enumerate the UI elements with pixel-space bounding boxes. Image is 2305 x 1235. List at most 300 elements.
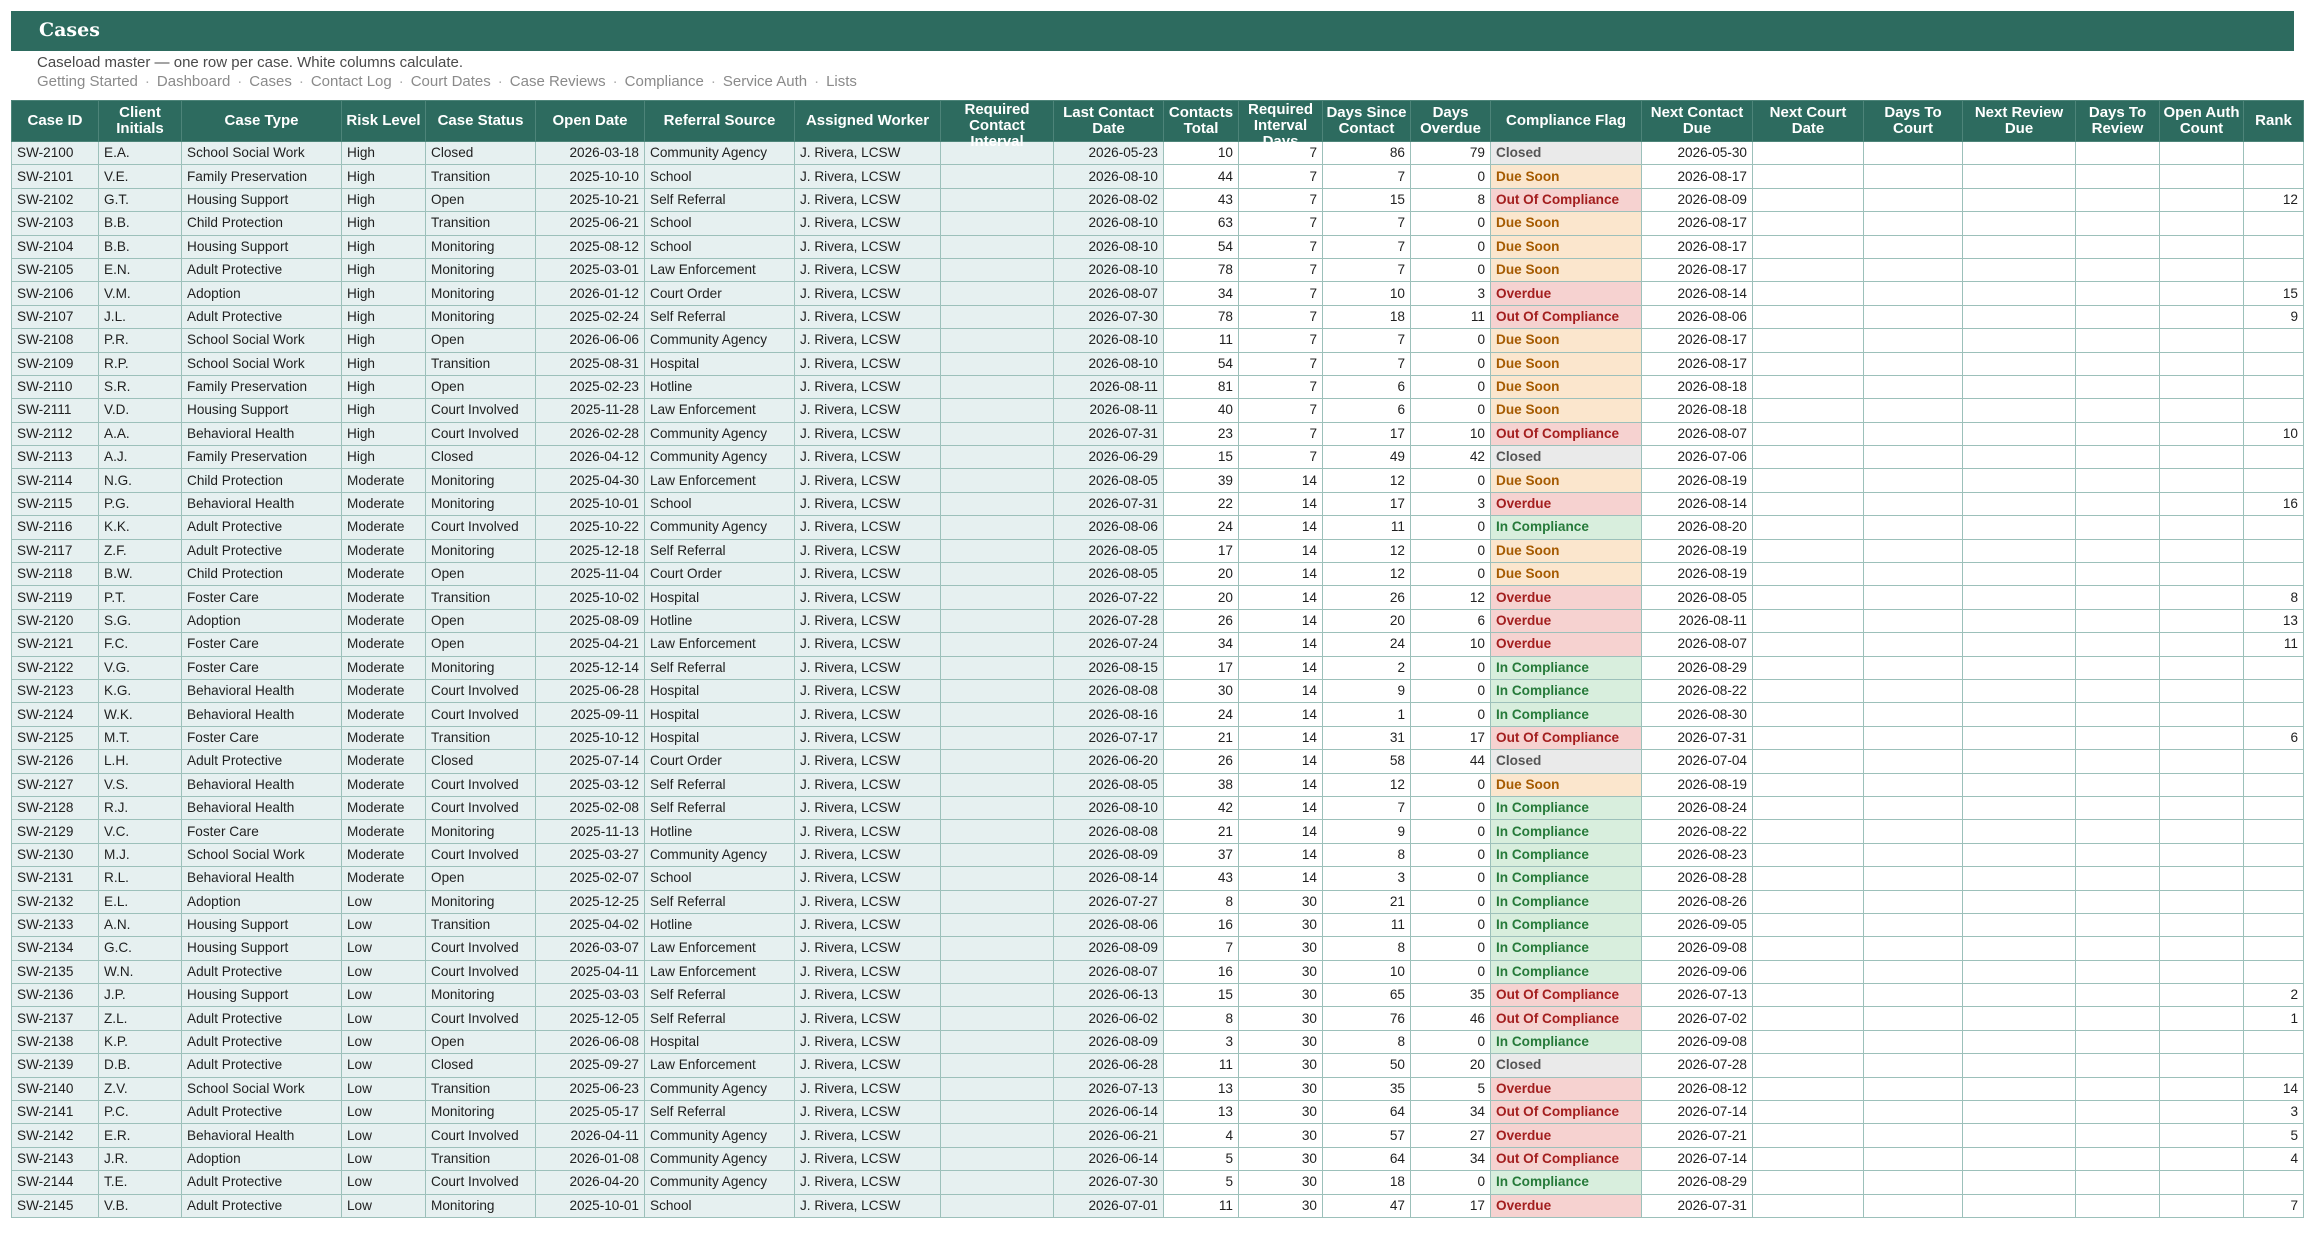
cell-days-since-contact[interactable]: 12 <box>1323 563 1411 586</box>
cell-case-status[interactable]: Monitoring <box>426 469 536 492</box>
cell-open-auth-count[interactable] <box>2160 399 2244 422</box>
cell-required-contact-interval[interactable] <box>941 212 1054 235</box>
cell-next-court-date[interactable] <box>1753 142 1864 165</box>
cell-days-overdue[interactable]: 0 <box>1411 820 1491 843</box>
cell-assigned-worker[interactable]: J. Rivera, LCSW <box>795 679 941 702</box>
cell-next-review-due[interactable] <box>1963 984 2076 1007</box>
cell-days-to-court[interactable] <box>1864 726 1963 749</box>
cell-open-date[interactable]: 2025-04-11 <box>536 960 645 983</box>
cell-case-status[interactable]: Monitoring <box>426 492 536 515</box>
cell-referral-source[interactable]: School <box>645 492 795 515</box>
cell-next-contact-due[interactable]: 2026-08-28 <box>1642 867 1753 890</box>
cell-rank[interactable] <box>2244 516 2304 539</box>
cell-required-contact-interval[interactable] <box>941 258 1054 281</box>
cell-last-contact-date[interactable]: 2026-07-31 <box>1054 422 1164 445</box>
column-header-client-initials[interactable] <box>99 101 182 142</box>
cell-assigned-worker[interactable]: J. Rivera, LCSW <box>795 165 941 188</box>
cell-compliance-flag[interactable]: Overdue <box>1491 633 1642 656</box>
cell-case-status[interactable]: Court Involved <box>426 1007 536 1030</box>
cell-rank[interactable] <box>2244 212 2304 235</box>
cell-contacts-total[interactable]: 7 <box>1164 937 1239 960</box>
cell-next-court-date[interactable] <box>1753 1054 1864 1077</box>
cell-referral-source[interactable]: Self Referral <box>645 773 795 796</box>
cell-open-auth-count[interactable] <box>2160 609 2244 632</box>
cell-case-id[interactable]: SW-2145 <box>12 1194 99 1217</box>
cell-case-status[interactable]: Transition <box>426 1077 536 1100</box>
cell-next-court-date[interactable] <box>1753 1147 1864 1170</box>
cell-required-interval-days[interactable]: 7 <box>1239 329 1323 352</box>
cell-assigned-worker[interactable]: J. Rivera, LCSW <box>795 703 941 726</box>
cell-risk-level[interactable]: Moderate <box>342 539 426 562</box>
cell-next-review-due[interactable] <box>1963 399 2076 422</box>
cell-required-contact-interval[interactable] <box>941 586 1054 609</box>
nav-link-cases[interactable]: Cases <box>249 73 292 90</box>
cell-days-overdue[interactable]: 0 <box>1411 913 1491 936</box>
cell-required-contact-interval[interactable] <box>941 656 1054 679</box>
cell-days-to-court[interactable] <box>1864 960 1963 983</box>
cell-days-since-contact[interactable]: 9 <box>1323 820 1411 843</box>
cell-required-contact-interval[interactable] <box>941 1194 1054 1217</box>
cell-next-contact-due[interactable]: 2026-08-12 <box>1642 1077 1753 1100</box>
cell-last-contact-date[interactable]: 2026-08-09 <box>1054 843 1164 866</box>
cell-next-court-date[interactable] <box>1753 913 1864 936</box>
cell-compliance-flag[interactable]: Overdue <box>1491 1194 1642 1217</box>
cell-case-id[interactable]: SW-2129 <box>12 820 99 843</box>
cell-compliance-flag[interactable]: Due Soon <box>1491 375 1642 398</box>
cell-required-interval-days[interactable]: 14 <box>1239 750 1323 773</box>
cell-next-court-date[interactable] <box>1753 352 1864 375</box>
cell-client-initials[interactable]: R.L. <box>99 867 182 890</box>
cell-next-contact-due[interactable]: 2026-08-24 <box>1642 796 1753 819</box>
cell-case-id[interactable]: SW-2138 <box>12 1030 99 1053</box>
cell-compliance-flag[interactable]: Overdue <box>1491 1077 1642 1100</box>
cell-days-overdue[interactable]: 35 <box>1411 984 1491 1007</box>
cell-assigned-worker[interactable]: J. Rivera, LCSW <box>795 773 941 796</box>
cell-next-review-due[interactable] <box>1963 609 2076 632</box>
cell-contacts-total[interactable]: 15 <box>1164 984 1239 1007</box>
cell-contacts-total[interactable]: 78 <box>1164 305 1239 328</box>
cell-case-status[interactable]: Open <box>426 375 536 398</box>
cell-risk-level[interactable]: Moderate <box>342 750 426 773</box>
cell-risk-level[interactable]: Moderate <box>342 516 426 539</box>
cell-days-to-court[interactable] <box>1864 539 1963 562</box>
cell-compliance-flag[interactable]: Out Of Compliance <box>1491 984 1642 1007</box>
cell-required-contact-interval[interactable] <box>941 235 1054 258</box>
cell-days-overdue[interactable]: 0 <box>1411 890 1491 913</box>
cell-days-since-contact[interactable]: 18 <box>1323 1171 1411 1194</box>
cell-client-initials[interactable]: A.A. <box>99 422 182 445</box>
cell-next-contact-due[interactable]: 2026-08-09 <box>1642 188 1753 211</box>
cell-assigned-worker[interactable]: J. Rivera, LCSW <box>795 890 941 913</box>
nav-link-contact-log[interactable]: Contact Log <box>310 73 392 90</box>
cell-client-initials[interactable]: R.P. <box>99 352 182 375</box>
cell-days-to-review[interactable] <box>2076 586 2160 609</box>
cell-next-contact-due[interactable]: 2026-08-17 <box>1642 352 1753 375</box>
cell-days-overdue[interactable]: 10 <box>1411 633 1491 656</box>
cell-days-overdue[interactable]: 3 <box>1411 282 1491 305</box>
cell-client-initials[interactable]: E.N. <box>99 258 182 281</box>
cell-client-initials[interactable]: L.H. <box>99 750 182 773</box>
cell-referral-source[interactable]: Hospital <box>645 679 795 702</box>
cell-last-contact-date[interactable]: 2026-07-30 <box>1054 1171 1164 1194</box>
cell-required-interval-days[interactable]: 30 <box>1239 1007 1323 1030</box>
cell-case-status[interactable]: Monitoring <box>426 820 536 843</box>
cell-case-id[interactable]: SW-2102 <box>12 188 99 211</box>
cell-next-review-due[interactable] <box>1963 539 2076 562</box>
cell-open-date[interactable]: 2026-03-18 <box>536 142 645 165</box>
cell-next-review-due[interactable] <box>1963 1054 2076 1077</box>
cell-case-status[interactable]: Transition <box>426 352 536 375</box>
cell-client-initials[interactable]: V.B. <box>99 1194 182 1217</box>
cell-rank[interactable] <box>2244 469 2304 492</box>
cell-days-overdue[interactable]: 8 <box>1411 188 1491 211</box>
cell-client-initials[interactable]: S.G. <box>99 609 182 632</box>
cell-next-review-due[interactable] <box>1963 867 2076 890</box>
cell-rank[interactable]: 7 <box>2244 1194 2304 1217</box>
cell-days-to-court[interactable] <box>1864 679 1963 702</box>
cell-required-interval-days[interactable]: 7 <box>1239 446 1323 469</box>
cell-days-to-review[interactable] <box>2076 796 2160 819</box>
cell-case-id[interactable]: SW-2135 <box>12 960 99 983</box>
cell-days-overdue[interactable]: 34 <box>1411 1101 1491 1124</box>
cell-days-overdue[interactable]: 0 <box>1411 773 1491 796</box>
cell-risk-level[interactable]: High <box>342 305 426 328</box>
cell-case-id[interactable]: SW-2123 <box>12 679 99 702</box>
cell-next-court-date[interactable] <box>1753 188 1864 211</box>
cell-rank[interactable] <box>2244 258 2304 281</box>
cell-contacts-total[interactable]: 17 <box>1164 656 1239 679</box>
cell-next-court-date[interactable] <box>1753 399 1864 422</box>
cell-referral-source[interactable]: Self Referral <box>645 890 795 913</box>
cell-required-interval-days[interactable]: 14 <box>1239 586 1323 609</box>
cell-risk-level[interactable]: Low <box>342 1007 426 1030</box>
cell-client-initials[interactable]: N.G. <box>99 469 182 492</box>
cell-contacts-total[interactable]: 38 <box>1164 773 1239 796</box>
cell-days-since-contact[interactable]: 76 <box>1323 1007 1411 1030</box>
cell-assigned-worker[interactable]: J. Rivera, LCSW <box>795 469 941 492</box>
cell-days-to-court[interactable] <box>1864 796 1963 819</box>
cell-case-type[interactable]: Foster Care <box>182 656 342 679</box>
cell-days-to-review[interactable] <box>2076 1054 2160 1077</box>
cell-last-contact-date[interactable]: 2026-08-16 <box>1054 703 1164 726</box>
cell-days-overdue[interactable]: 17 <box>1411 1194 1491 1217</box>
cell-open-date[interactable]: 2026-01-08 <box>536 1147 645 1170</box>
cell-assigned-worker[interactable]: J. Rivera, LCSW <box>795 913 941 936</box>
cell-days-overdue[interactable]: 20 <box>1411 1054 1491 1077</box>
cell-required-interval-days[interactable]: 30 <box>1239 937 1323 960</box>
cell-case-type[interactable]: Behavioral Health <box>182 422 342 445</box>
cell-assigned-worker[interactable]: J. Rivera, LCSW <box>795 516 941 539</box>
column-header-days-to-review[interactable] <box>2076 101 2160 142</box>
cell-case-status[interactable]: Court Involved <box>426 1171 536 1194</box>
cell-contacts-total[interactable]: 8 <box>1164 1007 1239 1030</box>
cell-days-overdue[interactable]: 34 <box>1411 1147 1491 1170</box>
cell-days-to-court[interactable] <box>1864 1077 1963 1100</box>
cell-next-court-date[interactable] <box>1753 282 1864 305</box>
cell-referral-source[interactable]: Self Referral <box>645 539 795 562</box>
cell-next-contact-due[interactable]: 2026-07-28 <box>1642 1054 1753 1077</box>
cell-case-status[interactable]: Transition <box>426 726 536 749</box>
cell-risk-level[interactable]: Moderate <box>342 703 426 726</box>
cell-risk-level[interactable]: Low <box>342 1171 426 1194</box>
cell-days-overdue[interactable]: 0 <box>1411 843 1491 866</box>
cell-next-contact-due[interactable]: 2026-08-19 <box>1642 469 1753 492</box>
cell-last-contact-date[interactable]: 2026-08-11 <box>1054 375 1164 398</box>
cell-open-auth-count[interactable] <box>2160 750 2244 773</box>
cell-open-date[interactable]: 2025-08-09 <box>536 609 645 632</box>
cell-contacts-total[interactable]: 13 <box>1164 1101 1239 1124</box>
cell-rank[interactable] <box>2244 1030 2304 1053</box>
cell-referral-source[interactable]: School <box>645 235 795 258</box>
cell-next-review-due[interactable] <box>1963 492 2076 515</box>
cell-case-type[interactable]: Foster Care <box>182 820 342 843</box>
column-header-risk-level[interactable] <box>342 101 426 142</box>
cell-assigned-worker[interactable]: J. Rivera, LCSW <box>795 820 941 843</box>
cell-next-contact-due[interactable]: 2026-08-06 <box>1642 305 1753 328</box>
cell-rank[interactable] <box>2244 399 2304 422</box>
cell-referral-source[interactable]: Self Referral <box>645 656 795 679</box>
cell-required-interval-days[interactable]: 14 <box>1239 679 1323 702</box>
cell-next-court-date[interactable] <box>1753 1077 1864 1100</box>
cell-last-contact-date[interactable]: 2026-06-13 <box>1054 984 1164 1007</box>
cell-open-auth-count[interactable] <box>2160 960 2244 983</box>
cell-risk-level[interactable]: High <box>342 258 426 281</box>
cell-open-auth-count[interactable] <box>2160 1007 2244 1030</box>
column-header-open-auth-count[interactable] <box>2160 101 2244 142</box>
cell-case-status[interactable]: Court Involved <box>426 843 536 866</box>
cell-referral-source[interactable]: Self Referral <box>645 1007 795 1030</box>
cell-days-to-review[interactable] <box>2076 165 2160 188</box>
cell-open-auth-count[interactable] <box>2160 212 2244 235</box>
cell-days-since-contact[interactable]: 26 <box>1323 586 1411 609</box>
cell-required-interval-days[interactable]: 30 <box>1239 1124 1323 1147</box>
cell-risk-level[interactable]: Low <box>342 1030 426 1053</box>
cell-days-to-court[interactable] <box>1864 656 1963 679</box>
cell-rank[interactable] <box>2244 539 2304 562</box>
cell-case-id[interactable]: SW-2100 <box>12 142 99 165</box>
cell-client-initials[interactable]: G.C. <box>99 937 182 960</box>
cell-days-to-court[interactable] <box>1864 609 1963 632</box>
cell-rank[interactable] <box>2244 960 2304 983</box>
cell-next-court-date[interactable] <box>1753 422 1864 445</box>
cell-case-status[interactable]: Court Involved <box>426 1124 536 1147</box>
cell-days-to-review[interactable] <box>2076 539 2160 562</box>
cell-referral-source[interactable]: Community Agency <box>645 1077 795 1100</box>
cell-risk-level[interactable]: Moderate <box>342 563 426 586</box>
cell-days-to-court[interactable] <box>1864 375 1963 398</box>
cell-assigned-worker[interactable]: J. Rivera, LCSW <box>795 352 941 375</box>
cell-days-since-contact[interactable]: 12 <box>1323 539 1411 562</box>
cell-days-since-contact[interactable]: 1 <box>1323 703 1411 726</box>
cell-days-to-court[interactable] <box>1864 165 1963 188</box>
cell-next-review-due[interactable] <box>1963 820 2076 843</box>
cell-required-contact-interval[interactable] <box>941 890 1054 913</box>
cell-last-contact-date[interactable]: 2026-08-10 <box>1054 329 1164 352</box>
cell-days-overdue[interactable]: 0 <box>1411 703 1491 726</box>
cell-client-initials[interactable]: S.R. <box>99 375 182 398</box>
cell-last-contact-date[interactable]: 2026-08-02 <box>1054 188 1164 211</box>
cell-open-date[interactable]: 2025-11-13 <box>536 820 645 843</box>
cell-compliance-flag[interactable]: In Compliance <box>1491 516 1642 539</box>
cell-last-contact-date[interactable]: 2026-08-10 <box>1054 212 1164 235</box>
cell-risk-level[interactable]: Moderate <box>342 843 426 866</box>
cell-case-type[interactable]: Family Preservation <box>182 165 342 188</box>
column-header-rank[interactable] <box>2244 101 2304 142</box>
cell-case-type[interactable]: Family Preservation <box>182 375 342 398</box>
cell-case-status[interactable]: Monitoring <box>426 305 536 328</box>
cell-required-contact-interval[interactable] <box>941 1147 1054 1170</box>
cell-case-status[interactable]: Monitoring <box>426 1101 536 1124</box>
cell-assigned-worker[interactable]: J. Rivera, LCSW <box>795 329 941 352</box>
cell-required-interval-days[interactable]: 14 <box>1239 796 1323 819</box>
cell-open-auth-count[interactable] <box>2160 1077 2244 1100</box>
cell-case-status[interactable]: Open <box>426 188 536 211</box>
cell-days-to-review[interactable] <box>2076 1077 2160 1100</box>
cell-case-type[interactable]: Adult Protective <box>182 1194 342 1217</box>
cell-next-contact-due[interactable]: 2026-08-19 <box>1642 773 1753 796</box>
column-header-compliance-flag[interactable] <box>1491 101 1642 142</box>
cell-contacts-total[interactable]: 63 <box>1164 212 1239 235</box>
cell-next-contact-due[interactable]: 2026-08-18 <box>1642 375 1753 398</box>
column-header-days-since-contact[interactable] <box>1323 101 1411 142</box>
nav-link-case-reviews[interactable]: Case Reviews <box>509 73 606 90</box>
cell-case-status[interactable]: Monitoring <box>426 656 536 679</box>
cell-client-initials[interactable]: P.G. <box>99 492 182 515</box>
cell-client-initials[interactable]: T.E. <box>99 1171 182 1194</box>
cell-next-court-date[interactable] <box>1753 633 1864 656</box>
cell-open-date[interactable]: 2025-10-01 <box>536 492 645 515</box>
cell-next-court-date[interactable] <box>1753 750 1864 773</box>
cell-assigned-worker[interactable]: J. Rivera, LCSW <box>795 1030 941 1053</box>
cell-days-to-review[interactable] <box>2076 1194 2160 1217</box>
cell-rank[interactable] <box>2244 142 2304 165</box>
cell-assigned-worker[interactable]: J. Rivera, LCSW <box>795 1147 941 1170</box>
cell-case-status[interactable]: Open <box>426 563 536 586</box>
cell-referral-source[interactable]: Court Order <box>645 563 795 586</box>
cell-required-contact-interval[interactable] <box>941 773 1054 796</box>
cell-days-overdue[interactable]: 0 <box>1411 796 1491 819</box>
cell-days-to-review[interactable] <box>2076 984 2160 1007</box>
cell-case-id[interactable]: SW-2124 <box>12 703 99 726</box>
cell-open-auth-count[interactable] <box>2160 890 2244 913</box>
cell-compliance-flag[interactable]: Overdue <box>1491 586 1642 609</box>
cell-case-type[interactable]: Adoption <box>182 609 342 632</box>
cell-last-contact-date[interactable]: 2026-06-20 <box>1054 750 1164 773</box>
cell-contacts-total[interactable]: 37 <box>1164 843 1239 866</box>
cell-next-contact-due[interactable]: 2026-07-02 <box>1642 1007 1753 1030</box>
cell-required-contact-interval[interactable] <box>941 469 1054 492</box>
cell-required-interval-days[interactable]: 14 <box>1239 469 1323 492</box>
cell-case-status[interactable]: Transition <box>426 586 536 609</box>
cell-next-court-date[interactable] <box>1753 1124 1864 1147</box>
cell-days-overdue[interactable]: 0 <box>1411 375 1491 398</box>
cell-required-interval-days[interactable]: 30 <box>1239 984 1323 1007</box>
cell-next-review-due[interactable] <box>1963 1171 2076 1194</box>
cell-compliance-flag[interactable]: Out Of Compliance <box>1491 726 1642 749</box>
cell-next-review-due[interactable] <box>1963 305 2076 328</box>
cell-next-contact-due[interactable]: 2026-07-21 <box>1642 1124 1753 1147</box>
nav-link-getting-started[interactable]: Getting Started <box>37 73 138 90</box>
cell-open-auth-count[interactable] <box>2160 188 2244 211</box>
cell-compliance-flag[interactable]: Closed <box>1491 1054 1642 1077</box>
cell-case-type[interactable]: Housing Support <box>182 235 342 258</box>
cell-days-to-review[interactable] <box>2076 212 2160 235</box>
cell-days-since-contact[interactable]: 12 <box>1323 469 1411 492</box>
cell-days-overdue[interactable]: 0 <box>1411 656 1491 679</box>
cell-rank[interactable]: 15 <box>2244 282 2304 305</box>
cell-referral-source[interactable]: Court Order <box>645 750 795 773</box>
cell-last-contact-date[interactable]: 2026-07-24 <box>1054 633 1164 656</box>
cell-contacts-total[interactable]: 5 <box>1164 1171 1239 1194</box>
cell-days-to-review[interactable] <box>2076 375 2160 398</box>
cell-next-court-date[interactable] <box>1753 539 1864 562</box>
cell-required-contact-interval[interactable] <box>941 913 1054 936</box>
cell-required-interval-days[interactable]: 7 <box>1239 375 1323 398</box>
cell-contacts-total[interactable]: 34 <box>1164 282 1239 305</box>
cell-referral-source[interactable]: Community Agency <box>645 1147 795 1170</box>
cell-days-overdue[interactable]: 0 <box>1411 469 1491 492</box>
cell-rank[interactable]: 10 <box>2244 422 2304 445</box>
cell-days-to-court[interactable] <box>1864 867 1963 890</box>
cell-next-contact-due[interactable]: 2026-08-17 <box>1642 212 1753 235</box>
cell-case-id[interactable]: SW-2113 <box>12 446 99 469</box>
cell-client-initials[interactable]: E.L. <box>99 890 182 913</box>
cell-open-date[interactable]: 2025-11-28 <box>536 399 645 422</box>
cell-client-initials[interactable]: G.T. <box>99 188 182 211</box>
cell-next-court-date[interactable] <box>1753 1007 1864 1030</box>
cell-assigned-worker[interactable]: J. Rivera, LCSW <box>795 375 941 398</box>
cell-case-id[interactable]: SW-2132 <box>12 890 99 913</box>
cell-compliance-flag[interactable]: In Compliance <box>1491 913 1642 936</box>
cell-days-to-review[interactable] <box>2076 750 2160 773</box>
cell-contacts-total[interactable]: 44 <box>1164 165 1239 188</box>
cell-assigned-worker[interactable]: J. Rivera, LCSW <box>795 1194 941 1217</box>
cell-case-type[interactable]: Housing Support <box>182 188 342 211</box>
cell-days-overdue[interactable]: 6 <box>1411 609 1491 632</box>
cell-last-contact-date[interactable]: 2026-06-14 <box>1054 1101 1164 1124</box>
cell-client-initials[interactable]: E.A. <box>99 142 182 165</box>
cell-rank[interactable]: 2 <box>2244 984 2304 1007</box>
cell-next-review-due[interactable] <box>1963 843 2076 866</box>
cell-next-review-due[interactable] <box>1963 703 2076 726</box>
cell-next-contact-due[interactable]: 2026-08-07 <box>1642 633 1753 656</box>
cell-client-initials[interactable]: K.P. <box>99 1030 182 1053</box>
cell-days-since-contact[interactable]: 7 <box>1323 352 1411 375</box>
cell-next-review-due[interactable] <box>1963 375 2076 398</box>
nav-link-court-dates[interactable]: Court Dates <box>410 73 491 90</box>
cell-case-type[interactable]: School Social Work <box>182 352 342 375</box>
cell-next-review-due[interactable] <box>1963 188 2076 211</box>
cell-case-type[interactable]: Behavioral Health <box>182 703 342 726</box>
cell-rank[interactable] <box>2244 1171 2304 1194</box>
cell-risk-level[interactable]: Low <box>342 913 426 936</box>
cell-days-to-court[interactable] <box>1864 843 1963 866</box>
cell-open-auth-count[interactable] <box>2160 1171 2244 1194</box>
cell-required-contact-interval[interactable] <box>941 1171 1054 1194</box>
cell-next-review-due[interactable] <box>1963 633 2076 656</box>
cell-open-date[interactable]: 2025-02-08 <box>536 796 645 819</box>
cell-case-type[interactable]: Behavioral Health <box>182 1124 342 1147</box>
cell-days-to-review[interactable] <box>2076 867 2160 890</box>
cell-client-initials[interactable]: F.C. <box>99 633 182 656</box>
cell-case-status[interactable]: Closed <box>426 446 536 469</box>
cell-case-type[interactable]: Adult Protective <box>182 1030 342 1053</box>
cell-days-to-court[interactable] <box>1864 352 1963 375</box>
cell-required-contact-interval[interactable] <box>941 516 1054 539</box>
column-header-last-contact-date[interactable] <box>1054 101 1164 142</box>
cell-risk-level[interactable]: Low <box>342 960 426 983</box>
cell-risk-level[interactable]: Moderate <box>342 679 426 702</box>
